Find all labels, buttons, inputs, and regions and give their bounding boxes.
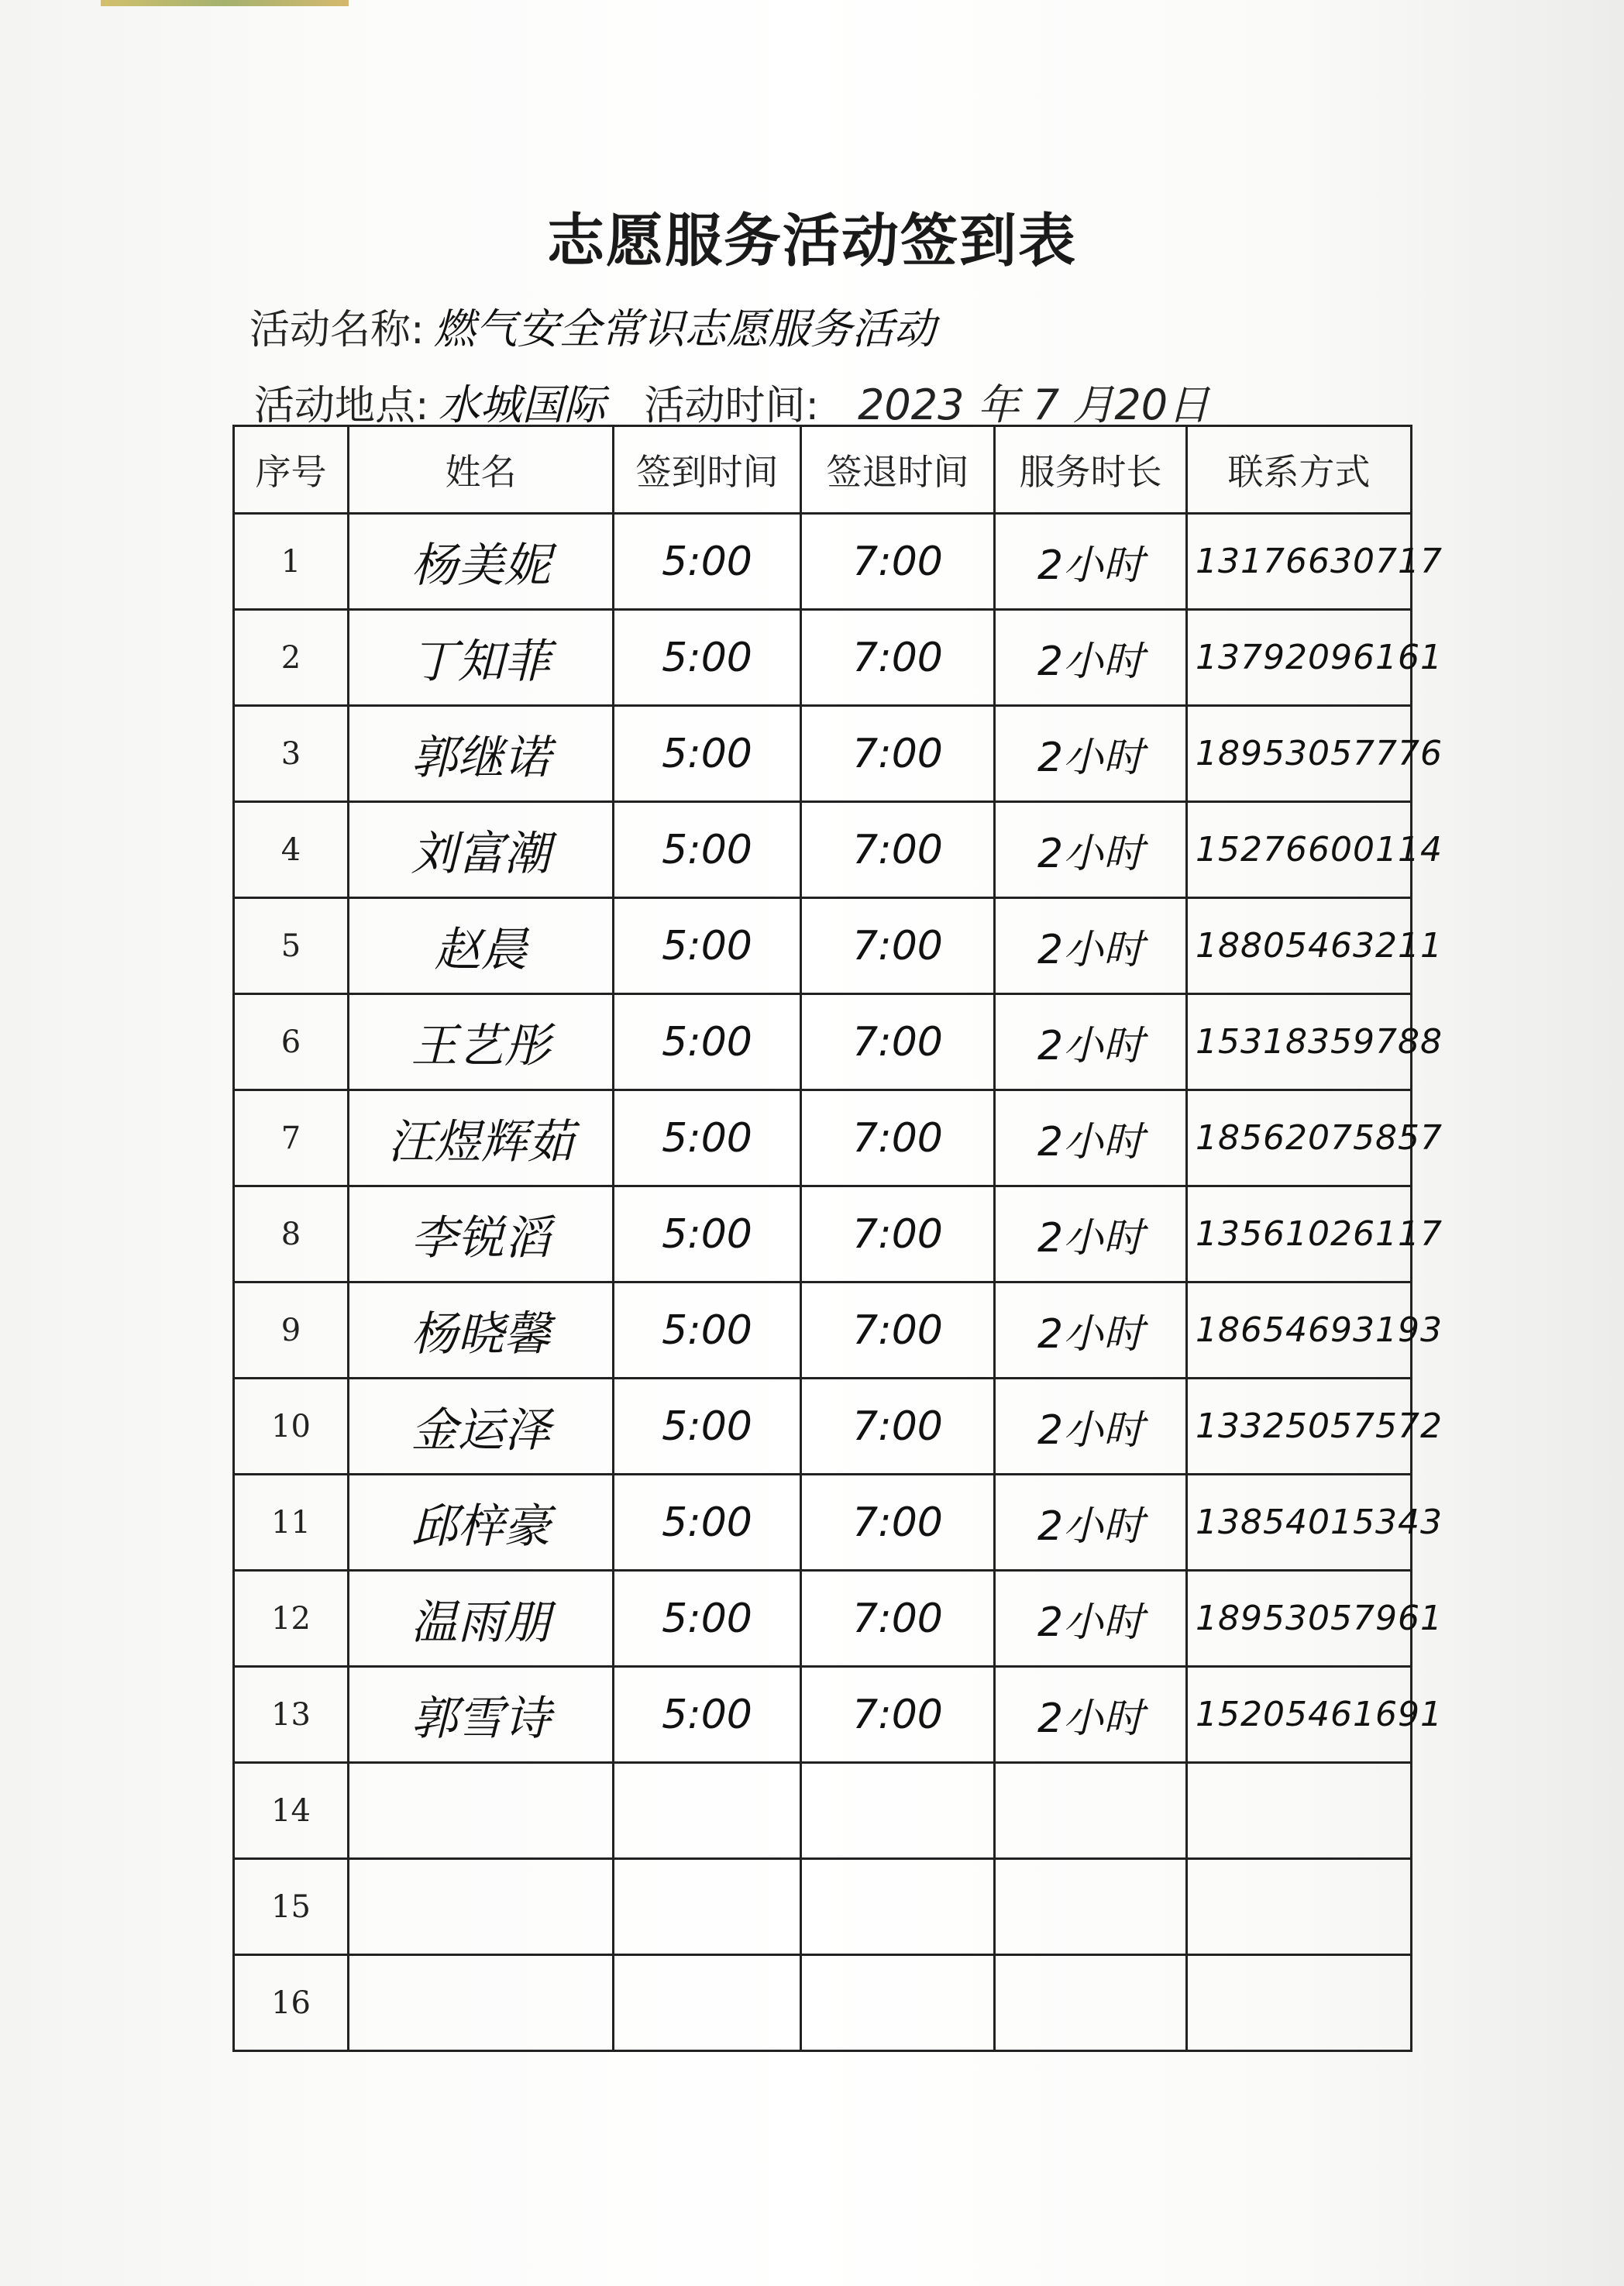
- row-index: 12: [234, 1571, 349, 1667]
- signin-time: 5:00: [614, 1475, 801, 1571]
- activity-place-label: 活动地点:: [254, 383, 429, 429]
- table-row: [234, 1859, 1412, 1955]
- signout-time: 7:00: [801, 802, 995, 898]
- contact-phone: 13854015343: [1187, 1475, 1412, 1571]
- signout-time: 7:00: [801, 1667, 995, 1763]
- activity-place-row: [254, 372, 1209, 432]
- header-signin-time: 签到时间: [614, 426, 801, 514]
- table-row: [234, 1282, 1412, 1379]
- row-index: 8: [234, 1186, 349, 1282]
- table-row: [234, 1955, 1412, 2051]
- service-duration: 2小时: [995, 1186, 1187, 1282]
- contact-phone: 13325057572: [1187, 1379, 1412, 1475]
- contact-phone: 18654693193: [1187, 1282, 1412, 1379]
- activity-name-label: 活动名称:: [249, 307, 425, 353]
- service-duration: 2小时: [995, 898, 1187, 994]
- service-duration: 2小时: [995, 1571, 1187, 1667]
- row-index: 15: [234, 1859, 349, 1955]
- table-header-row: [234, 426, 1412, 514]
- signout-time: 7:00: [801, 994, 995, 1090]
- signin-time: 5:00: [614, 610, 801, 706]
- contact-phone: 15276600114: [1187, 802, 1412, 898]
- service-duration: 2小时: [995, 1379, 1187, 1475]
- signout-time: 7:00: [801, 1090, 995, 1186]
- signin-time: 5:00: [614, 1282, 801, 1379]
- header-name: 姓名: [349, 426, 614, 514]
- volunteer-name: 邱梓豪: [349, 1475, 614, 1571]
- signin-time: 5:00: [614, 802, 801, 898]
- activity-place-value: 水城国际: [438, 380, 606, 429]
- volunteer-name: 温雨朋: [349, 1571, 614, 1667]
- service-duration: 2小时: [995, 610, 1187, 706]
- header-signout-time: 签退时间: [801, 426, 995, 514]
- service-duration: 2小时: [995, 1475, 1187, 1571]
- table-row: [234, 610, 1412, 706]
- row-index: 5: [234, 898, 349, 994]
- table-row: [234, 1090, 1412, 1186]
- row-index: 2: [234, 610, 349, 706]
- volunteer-name: 刘富潮: [349, 802, 614, 898]
- volunteer-name: [349, 1955, 614, 2051]
- activity-time-label: 活动时间:: [644, 383, 820, 429]
- volunteer-name: 杨晓馨: [349, 1282, 614, 1379]
- row-index: 1: [234, 514, 349, 610]
- row-index: 13: [234, 1667, 349, 1763]
- row-index: 16: [234, 1955, 349, 2051]
- row-index: 10: [234, 1379, 349, 1475]
- service-duration: [995, 1859, 1187, 1955]
- volunteer-name: 赵晨: [349, 898, 614, 994]
- signin-time: [614, 1763, 801, 1859]
- table-row: [234, 706, 1412, 802]
- table-row: [234, 898, 1412, 994]
- service-duration: [995, 1763, 1187, 1859]
- contact-phone: 13561026117: [1187, 1186, 1412, 1282]
- service-duration: [995, 1955, 1187, 2051]
- contact-phone: 18562075857: [1187, 1090, 1412, 1186]
- table-row: [234, 1571, 1412, 1667]
- volunteer-name: 汪煜辉茹: [349, 1090, 614, 1186]
- contact-phone: 18805463211: [1187, 898, 1412, 994]
- table-row: [234, 994, 1412, 1090]
- row-index: 7: [234, 1090, 349, 1186]
- signout-time: 7:00: [801, 1475, 995, 1571]
- contact-phone: 15318359788: [1187, 994, 1412, 1090]
- top-edge-strip: [101, 0, 349, 6]
- contact-phone: [1187, 1763, 1412, 1859]
- contact-phone: 13176630717: [1187, 514, 1412, 610]
- row-index: 6: [234, 994, 349, 1090]
- signout-time: 7:00: [801, 1282, 995, 1379]
- contact-phone: 18953057961: [1187, 1571, 1412, 1667]
- signin-time: [614, 1859, 801, 1955]
- volunteer-name: 王艺彤: [349, 994, 614, 1090]
- service-duration: 2小时: [995, 1282, 1187, 1379]
- service-duration: 2小时: [995, 994, 1187, 1090]
- volunteer-name: 李锐滔: [349, 1186, 614, 1282]
- row-index: 14: [234, 1763, 349, 1859]
- contact-phone: [1187, 1859, 1412, 1955]
- signin-time: 5:00: [614, 706, 801, 802]
- signout-time: [801, 1859, 995, 1955]
- row-index: 3: [234, 706, 349, 802]
- volunteer-name: 丁知菲: [349, 610, 614, 706]
- contact-phone: [1187, 1955, 1412, 2051]
- header-index: 序号: [234, 426, 349, 514]
- header-service-duration: 服务时长: [995, 426, 1187, 514]
- signout-time: 7:00: [801, 610, 995, 706]
- signin-time: 5:00: [614, 994, 801, 1090]
- activity-time-value: 2023 年 7 月20日: [858, 380, 1210, 429]
- signin-time: 5:00: [614, 1379, 801, 1475]
- row-index: 4: [234, 802, 349, 898]
- signin-time: [614, 1955, 801, 2051]
- service-duration: 2小时: [995, 706, 1187, 802]
- service-duration: 2小时: [995, 514, 1187, 610]
- volunteer-name: [349, 1763, 614, 1859]
- signout-time: 7:00: [801, 514, 995, 610]
- table-row: [234, 1379, 1412, 1475]
- header-contact: 联系方式: [1187, 426, 1412, 514]
- contact-phone: 18953057776: [1187, 706, 1412, 802]
- service-duration: 2小时: [995, 1667, 1187, 1763]
- row-index: 9: [234, 1282, 349, 1379]
- table-row: [234, 1475, 1412, 1571]
- table-row: [234, 1667, 1412, 1763]
- signin-time: 5:00: [614, 1571, 801, 1667]
- page-title: 志愿服务活动签到表: [547, 208, 1077, 274]
- signin-time: 5:00: [614, 1186, 801, 1282]
- activity-name-row: [249, 296, 936, 356]
- signout-time: 7:00: [801, 898, 995, 994]
- signin-time: 5:00: [614, 1667, 801, 1763]
- contact-phone: 15205461691: [1187, 1667, 1412, 1763]
- signin-time: 5:00: [614, 514, 801, 610]
- table-row: [234, 802, 1412, 898]
- signout-time: 7:00: [801, 706, 995, 802]
- service-duration: 2小时: [995, 802, 1187, 898]
- signout-time: 7:00: [801, 1379, 995, 1475]
- activity-name-value: 燃气安全常识志愿服务活动: [433, 305, 936, 353]
- signout-time: 7:00: [801, 1571, 995, 1667]
- row-index: 11: [234, 1475, 349, 1571]
- signin-time: 5:00: [614, 1090, 801, 1186]
- signout-time: [801, 1763, 995, 1859]
- contact-phone: 13792096161: [1187, 610, 1412, 706]
- signout-time: 7:00: [801, 1186, 995, 1282]
- table-row: [234, 514, 1412, 610]
- table-row: [234, 1186, 1412, 1282]
- volunteer-name: [349, 1859, 614, 1955]
- service-duration: 2小时: [995, 1090, 1187, 1186]
- signout-time: [801, 1955, 995, 2051]
- volunteer-name: 郭继诺: [349, 706, 614, 802]
- volunteer-name: 杨美妮: [349, 514, 614, 610]
- volunteer-name: 金运泽: [349, 1379, 614, 1475]
- table-row: [234, 1763, 1412, 1859]
- signin-time: 5:00: [614, 898, 801, 994]
- signin-table: [232, 425, 1443, 2052]
- volunteer-name: 郭雪诗: [349, 1667, 614, 1763]
